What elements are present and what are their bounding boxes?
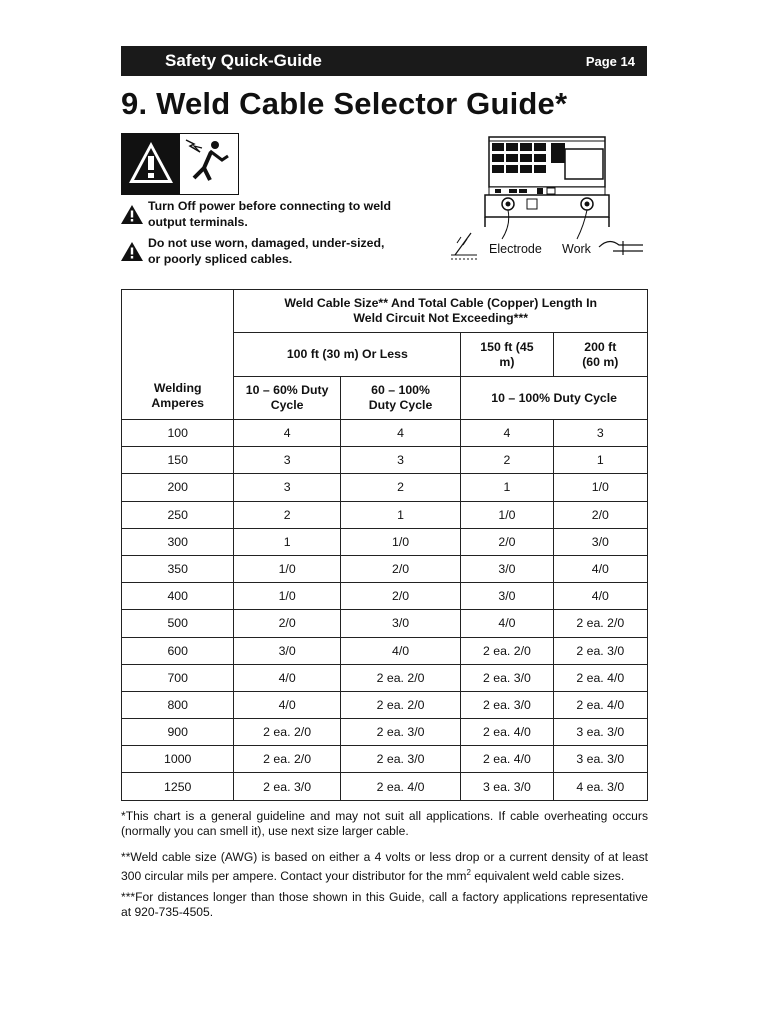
- cable-size-cell: 4: [340, 420, 460, 447]
- cable-size-cell: 1/0: [234, 555, 340, 582]
- cable-size-cell: 1/0: [234, 583, 340, 610]
- table-row: [122, 773, 648, 800]
- cable-size-cell: 3/0: [461, 555, 553, 582]
- cable-size-cell: 3/0: [553, 528, 647, 555]
- cable-size-cell: 2: [461, 447, 553, 474]
- cable-size-cell: 3: [553, 420, 647, 447]
- cable-size-cell: 2/0: [234, 610, 340, 637]
- warning-triangle-icon: [121, 205, 143, 224]
- cable-size-cell: 2 ea. 2/0: [234, 719, 340, 746]
- cable-size-cell: 1/0: [340, 528, 460, 555]
- amperes-cell: 400: [122, 583, 234, 610]
- header-welding-amperes: Welding Amperes: [122, 290, 234, 420]
- cable-size-cell: 4/0: [234, 691, 340, 718]
- warning-text: Do not use worn, damaged, under-sized, or poorly spliced cables.: [148, 236, 385, 266]
- header-100ft: 100 ft (30 m) Or Less: [234, 333, 461, 377]
- warning-symbol-box: [121, 133, 239, 195]
- cable-size-cell: 2 ea. 4/0: [553, 664, 647, 691]
- warning-text: Turn Off power before connecting to weld output terminals.: [148, 199, 391, 229]
- header-duty-10-100: 10 – 100% Duty Cycle: [461, 377, 648, 420]
- amperes-cell: 250: [122, 501, 234, 528]
- table-row: [122, 528, 648, 555]
- amperes-cell: 200: [122, 474, 234, 501]
- cable-selector-table: [121, 289, 648, 801]
- cable-size-cell: 4/0: [461, 610, 553, 637]
- cable-size-cell: 1: [234, 528, 340, 555]
- header-150ft: 150 ft (45 m): [461, 333, 553, 377]
- table-row: [122, 637, 648, 664]
- cable-size-cell: 3/0: [461, 583, 553, 610]
- table-row: [122, 420, 648, 447]
- cable-size-cell: 2 ea. 2/0: [553, 610, 647, 637]
- electrode-label: Electrode: [489, 242, 542, 256]
- amperes-cell: 1250: [122, 773, 234, 800]
- cable-size-cell: 3 ea. 3/0: [553, 746, 647, 773]
- amperes-cell: 700: [122, 664, 234, 691]
- cable-size-cell: 4/0: [553, 555, 647, 582]
- cable-size-cell: 4: [461, 420, 553, 447]
- cable-size-cell: 4/0: [234, 664, 340, 691]
- section-title: 9. Weld Cable Selector Guide*: [121, 86, 568, 121]
- amperes-cell: 500: [122, 610, 234, 637]
- cable-size-cell: 2 ea. 2/0: [234, 746, 340, 773]
- cable-size-cell: 2 ea. 2/0: [340, 664, 460, 691]
- cable-size-cell: 1: [340, 501, 460, 528]
- cable-size-cell: 2 ea. 4/0: [461, 746, 553, 773]
- header-duty-10-60: 10 – 60% Duty Cycle: [234, 377, 340, 420]
- cable-size-cell: 2 ea. 3/0: [340, 746, 460, 773]
- amperes-cell: 350: [122, 555, 234, 582]
- amperes-cell: 600: [122, 637, 234, 664]
- electrode-holder-icon: [451, 233, 477, 259]
- cable-size-cell: 2 ea. 2/0: [461, 637, 553, 664]
- footnote-2: **Weld cable size (AWG) is based on either a 4 volts or less drop or a current density of at least 300 circular mils per ampere. Contact your distributor for the $mm^2$ equivalent weld cable sizes.: [121, 850, 648, 884]
- cable-size-cell: 2 ea. 4/0: [340, 773, 460, 800]
- table-row: [122, 746, 648, 773]
- cable-size-cell: 2 ea. 3/0: [234, 773, 340, 800]
- table-row: [122, 719, 648, 746]
- cable-size-cell: 3 ea. 3/0: [461, 773, 553, 800]
- cable-size-cell: 4/0: [340, 637, 460, 664]
- cable-size-cell: 2 ea. 3/0: [553, 637, 647, 664]
- table-row: [122, 691, 648, 718]
- electric-shock-icon: [180, 134, 238, 194]
- table-row: [122, 664, 648, 691]
- work-label: Work: [562, 242, 591, 256]
- table-row: [122, 447, 648, 474]
- amperes-cell: 150: [122, 447, 234, 474]
- cable-size-cell: 2 ea. 3/0: [461, 691, 553, 718]
- cable-size-cell: 1: [553, 447, 647, 474]
- cable-size-cell: 3 ea. 3/0: [553, 719, 647, 746]
- warning-triangle-icon: [122, 134, 180, 194]
- work-clamp-icon: [599, 241, 643, 255]
- welding-machine-illustration: [447, 133, 647, 263]
- footnote-3: ***For distances longer than those shown in this Guide, call a factory applications representative at 920-735-4505.: [121, 890, 648, 919]
- amperes-cell: 100: [122, 420, 234, 447]
- cable-size-cell: 2/0: [340, 555, 460, 582]
- cable-size-cell: 2 ea. 3/0: [340, 719, 460, 746]
- cable-size-cell: 2/0: [553, 501, 647, 528]
- page-number: Page 14: [585, 54, 635, 69]
- header-duty-60-100: 60 – 100% Duty Cycle: [340, 377, 460, 420]
- cable-size-cell: 2 ea. 3/0: [461, 664, 553, 691]
- cable-size-cell: 2: [234, 501, 340, 528]
- cable-size-cell: 1/0: [461, 501, 553, 528]
- table-row: [122, 583, 648, 610]
- cable-size-cell: 3: [234, 447, 340, 474]
- amperes-cell: 800: [122, 691, 234, 718]
- cable-size-cell: 4: [234, 420, 340, 447]
- cable-size-cell: 2 ea. 4/0: [553, 691, 647, 718]
- cable-size-cell: 3: [234, 474, 340, 501]
- table-row: [122, 610, 648, 637]
- cable-size-cell: 3/0: [234, 637, 340, 664]
- cable-size-cell: 4/0: [553, 583, 647, 610]
- amperes-cell: 1000: [122, 746, 234, 773]
- table-row: [122, 555, 648, 582]
- cable-size-cell: 1/0: [553, 474, 647, 501]
- header-bar: [121, 46, 647, 76]
- warning-triangle-icon: [121, 242, 143, 261]
- header-cable-size: Weld Cable Size** And Total Cable (Copper) Length In Weld Circuit Not Exceeding***: [234, 290, 648, 333]
- cable-size-cell: 4 ea. 3/0: [553, 773, 647, 800]
- header-title: Safety Quick-Guide: [165, 51, 322, 70]
- cable-size-cell: 2 ea. 2/0: [340, 691, 460, 718]
- footnote-1: *This chart is a general guideline and may not suit all applications. If cable overheating occurs (normally you can smell it), use next size larger cable.: [121, 809, 648, 838]
- cable-size-cell: 1: [461, 474, 553, 501]
- cable-size-cell: 3/0: [340, 610, 460, 637]
- cable-size-cell: 2: [340, 474, 460, 501]
- table-row: [122, 501, 648, 528]
- table-row: [122, 474, 648, 501]
- cable-size-cell: 2/0: [340, 583, 460, 610]
- amperes-cell: 900: [122, 719, 234, 746]
- amperes-cell: 300: [122, 528, 234, 555]
- cable-size-cell: 2/0: [461, 528, 553, 555]
- cable-size-cell: 2 ea. 4/0: [461, 719, 553, 746]
- cable-size-cell: 3: [340, 447, 460, 474]
- header-200ft: 200 ft (60 m): [553, 333, 647, 377]
